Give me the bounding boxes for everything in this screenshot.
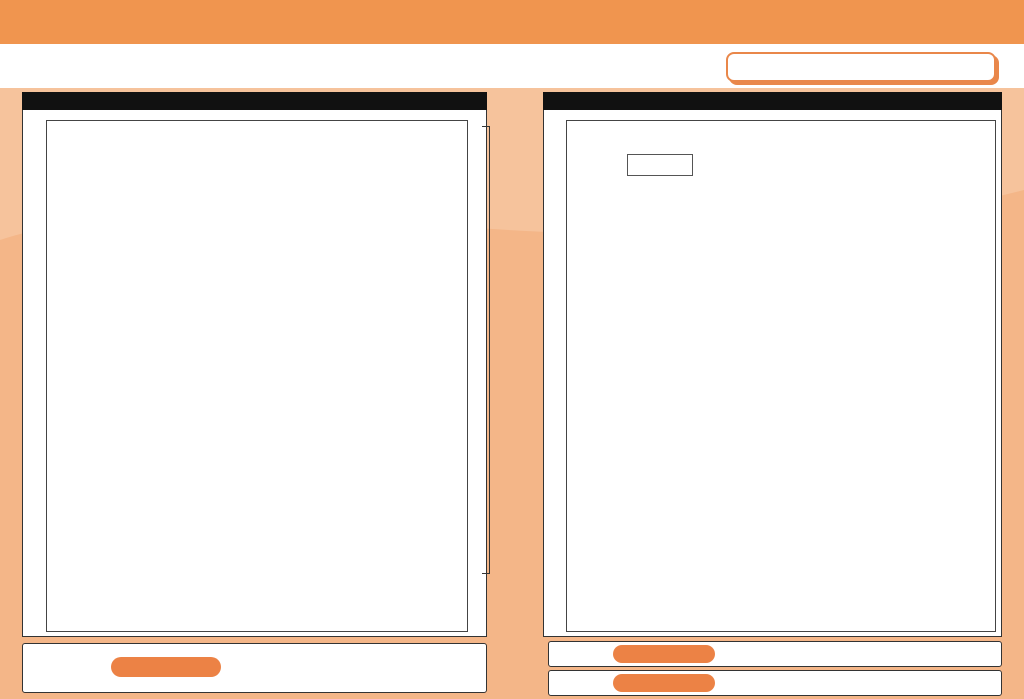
title-bar xyxy=(0,0,1024,44)
crn-japan-logo xyxy=(627,154,693,176)
z03-course-box[interactable] xyxy=(548,670,1002,696)
reservation-deadline xyxy=(90,56,100,72)
z01-tag xyxy=(111,657,221,677)
z02-course-box[interactable] xyxy=(548,641,1002,667)
left-panel-header xyxy=(22,92,487,110)
left-inner-frame xyxy=(46,120,468,632)
seminar-program-button[interactable] xyxy=(726,52,996,82)
z01-course-box[interactable] xyxy=(22,643,487,693)
z02-tag xyxy=(613,645,715,663)
right-inner-frame xyxy=(566,120,996,632)
z01-course-vertical xyxy=(487,145,517,565)
z03-tag xyxy=(613,674,715,692)
right-panel-header xyxy=(543,92,1002,110)
